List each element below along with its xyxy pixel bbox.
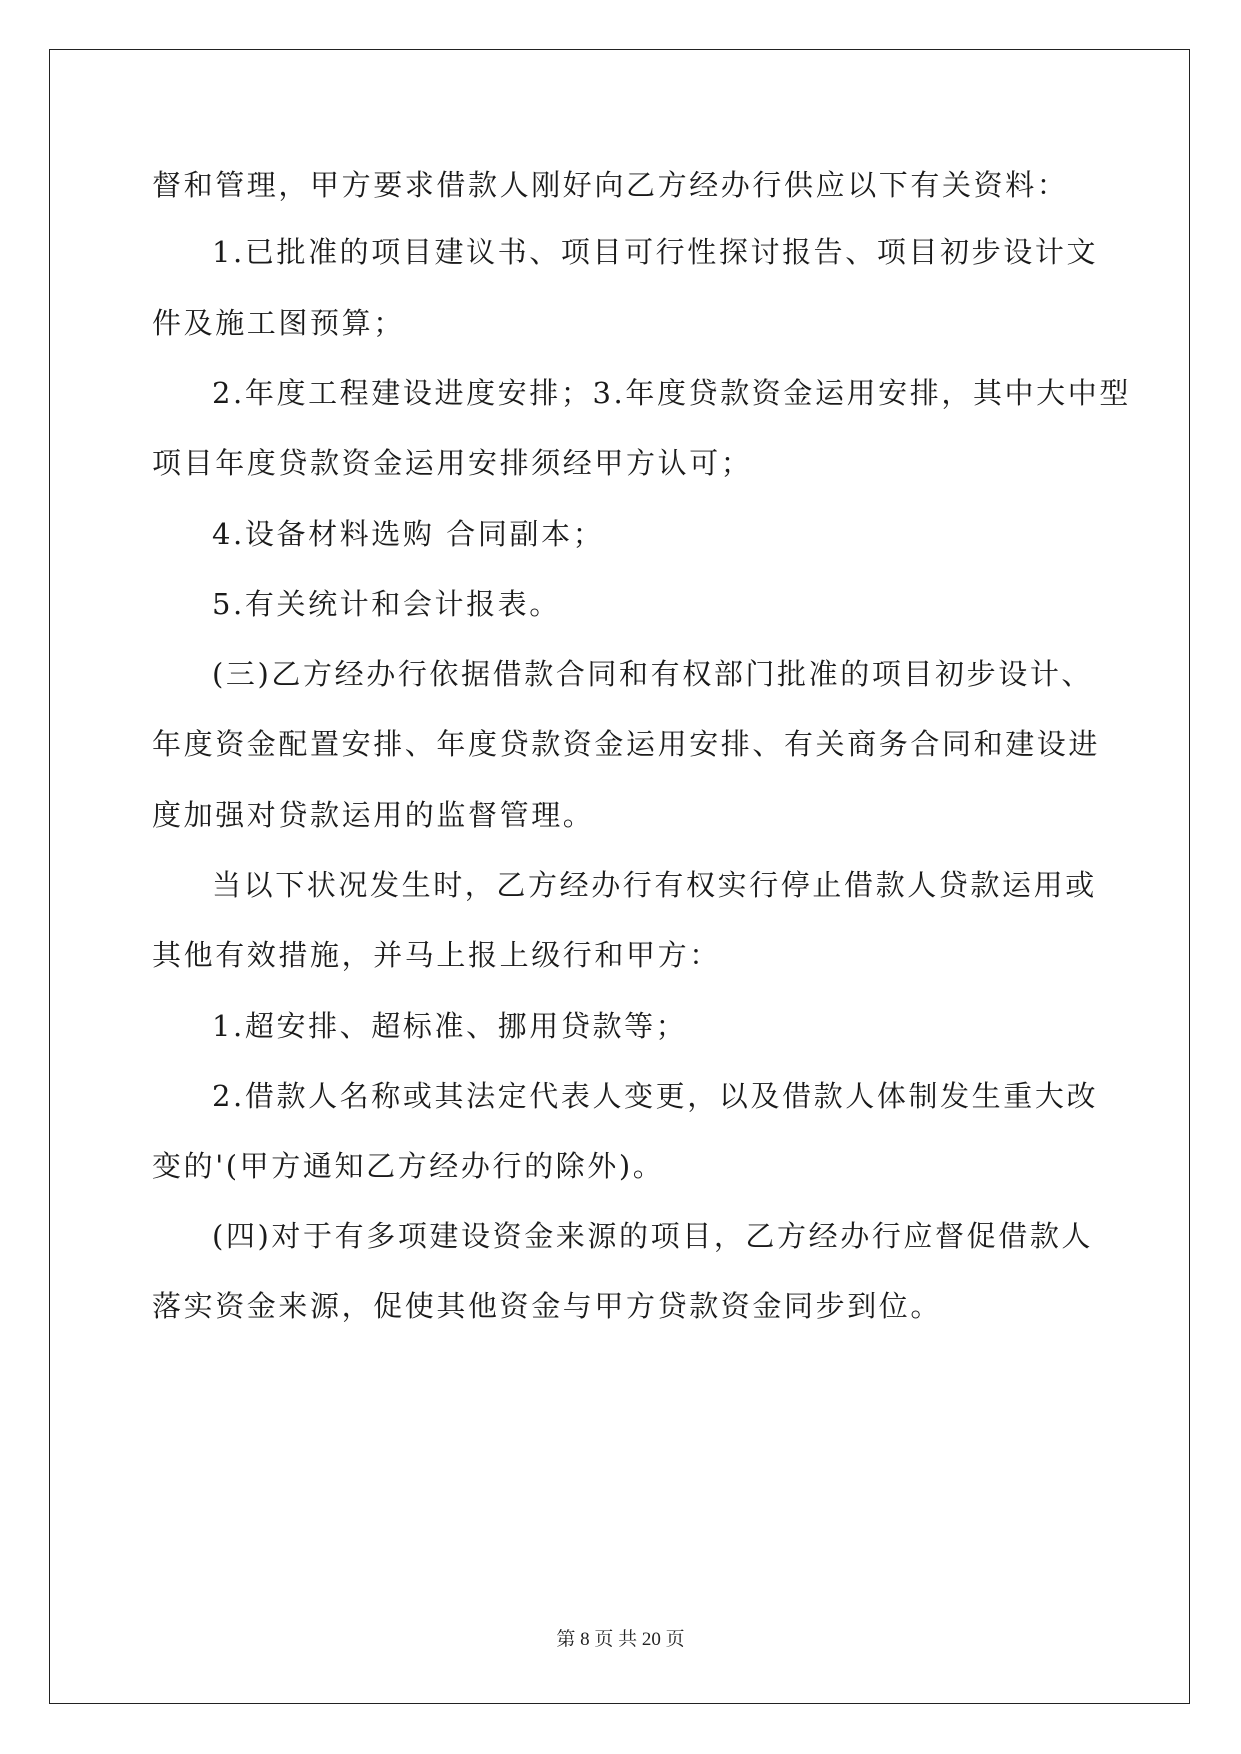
text-line: 2.年度工程建设进度安排；3.年度贷款资金运用安排，其中大中型 — [212, 376, 1131, 410]
text-line: (四)对于有多项建设资金来源的项目，乙方经办行应督促借款人 — [212, 1219, 1094, 1253]
page-number-footer: 第 8 页 共 20 页 — [556, 1629, 685, 1650]
text-line: 度加强对贷款运用的监督管理。 — [152, 798, 595, 832]
text-line: 1.超安排、超标准、挪用贷款等； — [212, 1009, 688, 1043]
text-line: 4.设备材料选购 合同副本； — [212, 517, 605, 551]
text-line: 其他有效措施，并马上报上级行和甲方： — [152, 938, 721, 972]
text-line: 当以下状况发生时，乙方经办行有权实行停止借款人贷款运用或 — [212, 868, 1097, 902]
text-line: 落实资金来源，促使其他资金与甲方贷款资金同步到位。 — [152, 1289, 943, 1323]
text-line: 5.有关统计和会计报表。 — [212, 587, 561, 621]
text-line: 年度资金配置安排、年度贷款资金运用安排、有关商务合同和建设进 — [152, 727, 1101, 761]
text-line: 件及施工图预算； — [152, 306, 405, 340]
text-line: (三)乙方经办行依据借款合同和有权部门批准的项目初步设计、 — [212, 657, 1094, 691]
text-line: 变的'(甲方通知乙方经办行的除外)。 — [152, 1149, 665, 1183]
text-line: 督和管理，甲方要求借款人刚好向乙方经办行供应以下有关资料： — [152, 168, 1069, 202]
text-line: 2.借款人名称或其法定代表人变更，以及借款人体制发生重大改 — [212, 1079, 1099, 1113]
text-line: 1.已批准的项目建议书、项目可行性探讨报告、项目初步设计文 — [212, 235, 1099, 269]
text-line: 项目年度贷款资金运用安排须经甲方认可； — [152, 446, 753, 480]
